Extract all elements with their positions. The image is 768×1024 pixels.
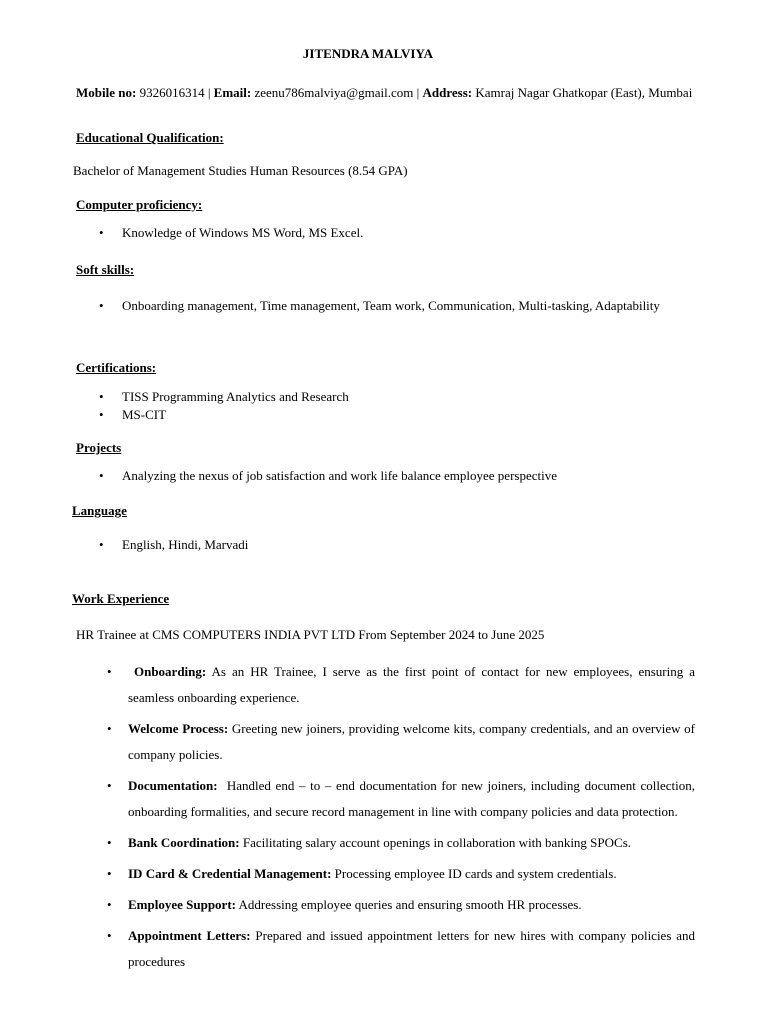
- separator: |: [416, 85, 420, 100]
- separator: |: [207, 85, 211, 100]
- duty-text: Prepared and issued appointment letters for new hires with company policies and procedures: [128, 928, 696, 969]
- computer-heading: Computer proficiency:: [76, 197, 203, 212]
- list-item: [128, 659, 695, 711]
- list-item: [128, 892, 695, 918]
- work-heading: Work Experience: [72, 591, 170, 606]
- duty-title: Onboarding:: [133, 664, 207, 679]
- contact-line: [76, 85, 696, 101]
- duty-title: Welcome Process:: [128, 721, 229, 736]
- work-role: HR Trainee at CMS COMPUTERS INDIA PVT LTD From September 2024 to June 2025: [76, 627, 545, 642]
- address-label: Address:: [422, 85, 473, 100]
- duty-text: Addressing employee queries and ensuring smooth HR processes.: [238, 897, 582, 912]
- soft-skills-heading: Soft skills:: [76, 262, 135, 277]
- email-label: Email:: [213, 85, 252, 100]
- email-address: zeenu786malviya@gmail.com: [254, 85, 414, 100]
- duty-text: Handled end – to – end documentation for new joiners, including document collection, onboarding formalities, and secure record management in line with company policies and data protection.: [128, 778, 695, 819]
- projects-heading: Projects: [76, 440, 122, 455]
- list-item: [128, 861, 695, 887]
- duty-title: Employee Support:: [128, 897, 236, 912]
- duty-title: Bank Coordination:: [128, 835, 240, 850]
- language-heading: Language: [72, 503, 127, 518]
- list-item: • Analyzing the nexus of job satisfaction and work life balance employee perspective: [122, 468, 696, 484]
- projects-list: [122, 468, 696, 484]
- duty-text: As an HR Trainee, I serve as the first point of contact for new employees, ensuring a seamless onboarding experience.: [128, 664, 695, 705]
- address-text: Kamraj Nagar Ghatkopar (East), Mumbai: [475, 85, 693, 100]
- education-degree: Bachelor of Management Studies Human Resources (8.54 GPA): [73, 163, 408, 178]
- duty-text: Facilitating salary account openings in collaboration with banking SPOCs.: [242, 835, 632, 850]
- work-duties-list: [128, 659, 695, 975]
- duty-title: Documentation:: [128, 778, 218, 793]
- language-list: [122, 537, 696, 553]
- list-item: [128, 923, 695, 975]
- certifications-list: [122, 388, 696, 424]
- list-item: [128, 716, 695, 768]
- computer-list: [122, 225, 696, 241]
- list-item: • TISS Programming Analytics and Research: [122, 388, 696, 406]
- list-item: • English, Hindi, Marvadi: [122, 537, 696, 553]
- duty-text: Greeting new joiners, providing welcome kits, company credentials, and an overview of company policies.: [128, 721, 695, 762]
- list-item: • Knowledge of Windows MS Word, MS Excel.: [122, 225, 696, 241]
- mobile-label: Mobile no:: [76, 85, 137, 100]
- duty-text: Processing employee ID cards and system credentials.: [334, 866, 617, 881]
- list-item: • Onboarding management, Time management, Team work, Communication, Multi-tasking, Adaptability: [122, 297, 696, 314]
- soft-skills-list: [122, 297, 696, 314]
- duty-title: ID Card & Credential Management:: [128, 866, 332, 881]
- list-item: [128, 830, 695, 856]
- list-item: • MS-CIT: [122, 406, 696, 424]
- education-heading: Educational Qualification:: [76, 130, 224, 145]
- duty-title: Appointment Letters:: [128, 928, 251, 943]
- candidate-name: JITENDRA MALVIYA: [302, 46, 434, 61]
- certifications-heading: Certifications:: [76, 360, 157, 375]
- list-item: [128, 773, 695, 825]
- mobile-number: 9326016314: [139, 85, 205, 100]
